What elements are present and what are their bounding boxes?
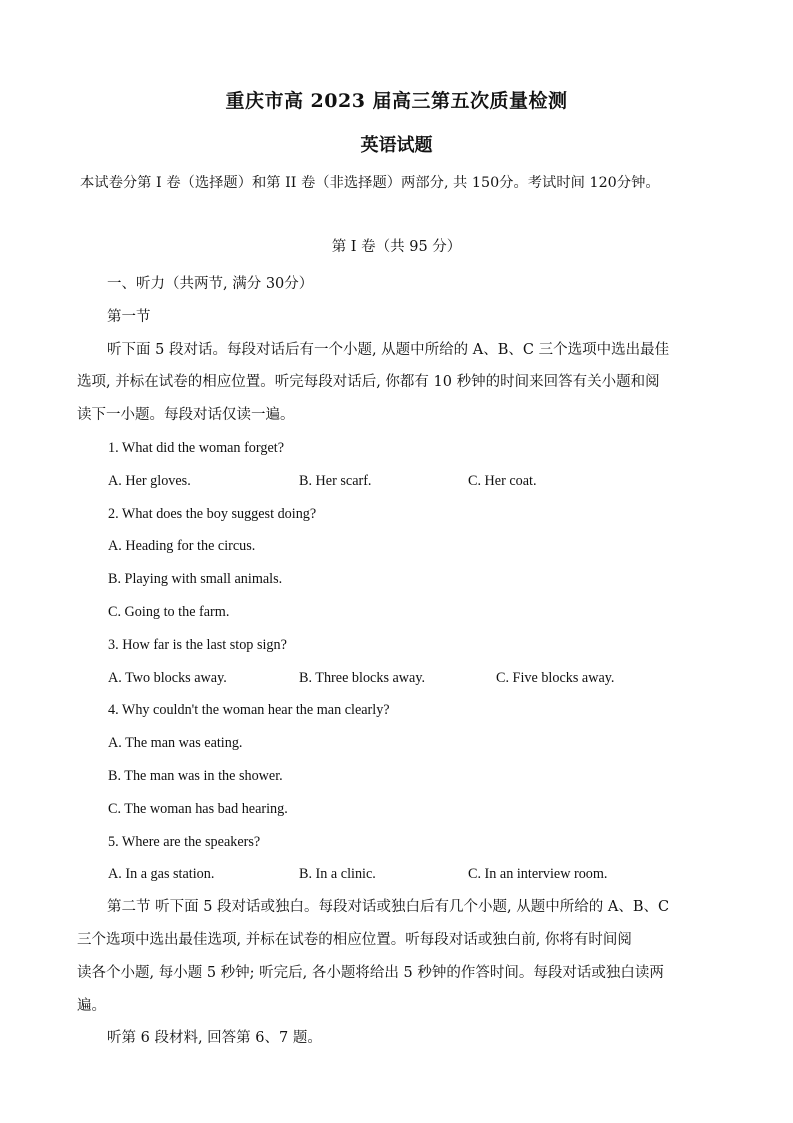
exam-title: 重庆市高 2023 届高三第五次质量检测 (225, 90, 568, 112)
option: B. Three blocks away. (299, 669, 426, 686)
option-row (77, 465, 727, 498)
option: A. Heading for the circus. (108, 538, 256, 555)
instruction-line: 第二节 听下面 5 段对话或独白。每段对话或独白后有几个小题, 从题中所给的 A、B、C (107, 899, 670, 916)
section-heading: 一、听力（共两节, 满分 30分） (107, 276, 314, 292)
exam-intro: 本试卷分第 I 卷（选择题）和第 II 卷（非选择题）两部分, 共 150分。考试时间 120分钟。 (80, 175, 660, 191)
option: A. The man was eating. (108, 735, 243, 752)
listening-section (77, 268, 727, 1055)
option: B. Her scarf. (299, 472, 372, 489)
question-stem: 2. What does the boy suggest doing? (108, 505, 317, 522)
subsection-one-instructions (77, 334, 727, 432)
subsection-two-instructions (77, 891, 727, 1022)
option: B. The man was in the shower. (108, 767, 283, 784)
question-stem: 4. Why couldn't the woman hear the man clearly? (108, 702, 390, 719)
instruction-line: 听下面 5 段对话。每段对话后有一个小题, 从题中所给的 A、B、C 三个选项中选出最佳 (107, 341, 670, 358)
option: A. Two blocks away. (108, 669, 227, 686)
option-row (77, 858, 727, 891)
part-one-title: 第 I 卷（共 95 分） (331, 239, 462, 255)
option: A. Her gloves. (108, 472, 191, 489)
option: A. In a gas station. (108, 866, 215, 883)
instruction-line: 三个选项中选出最佳选项, 并标在试卷的相应位置。听每段对话或独白前, 你将有时间阅 (77, 931, 632, 948)
instruction-line: 读下一小题。每段对话仅读一遍。 (77, 407, 295, 424)
option: B. In a clinic. (299, 866, 376, 883)
exam-subject: 英语试题 (360, 135, 433, 156)
option: B. Playing with small animals. (108, 571, 283, 588)
question-stem: 3. How far is the last stop sign? (108, 636, 287, 653)
material-note: 听第 6 段材料, 回答第 6、7 题。 (107, 1030, 322, 1047)
question-stem: 1. What did the woman forget? (108, 439, 284, 456)
option: C. Going to the farm. (108, 603, 230, 620)
subsection-one-heading: 第一节 (107, 308, 151, 325)
option-row (77, 662, 727, 695)
option: C. Her coat. (468, 472, 537, 489)
option: C. In an interview room. (468, 866, 608, 883)
instruction-line: 选项, 并标在试卷的相应位置。听完每段对话后, 你都有 10 秒钟的时间来回答有关小题和阅 (77, 374, 660, 391)
instruction-line: 读各个小题, 每小题 5 秒钟; 听完后, 各小题将给出 5 秒钟的作答时间。每段对话或独白读两 (77, 964, 664, 981)
question-stem: 5. Where are the speakers? (108, 833, 261, 850)
option: C. Five blocks away. (496, 669, 615, 686)
instruction-line: 遍。 (77, 997, 106, 1014)
option: C. The woman has bad hearing. (108, 800, 288, 817)
